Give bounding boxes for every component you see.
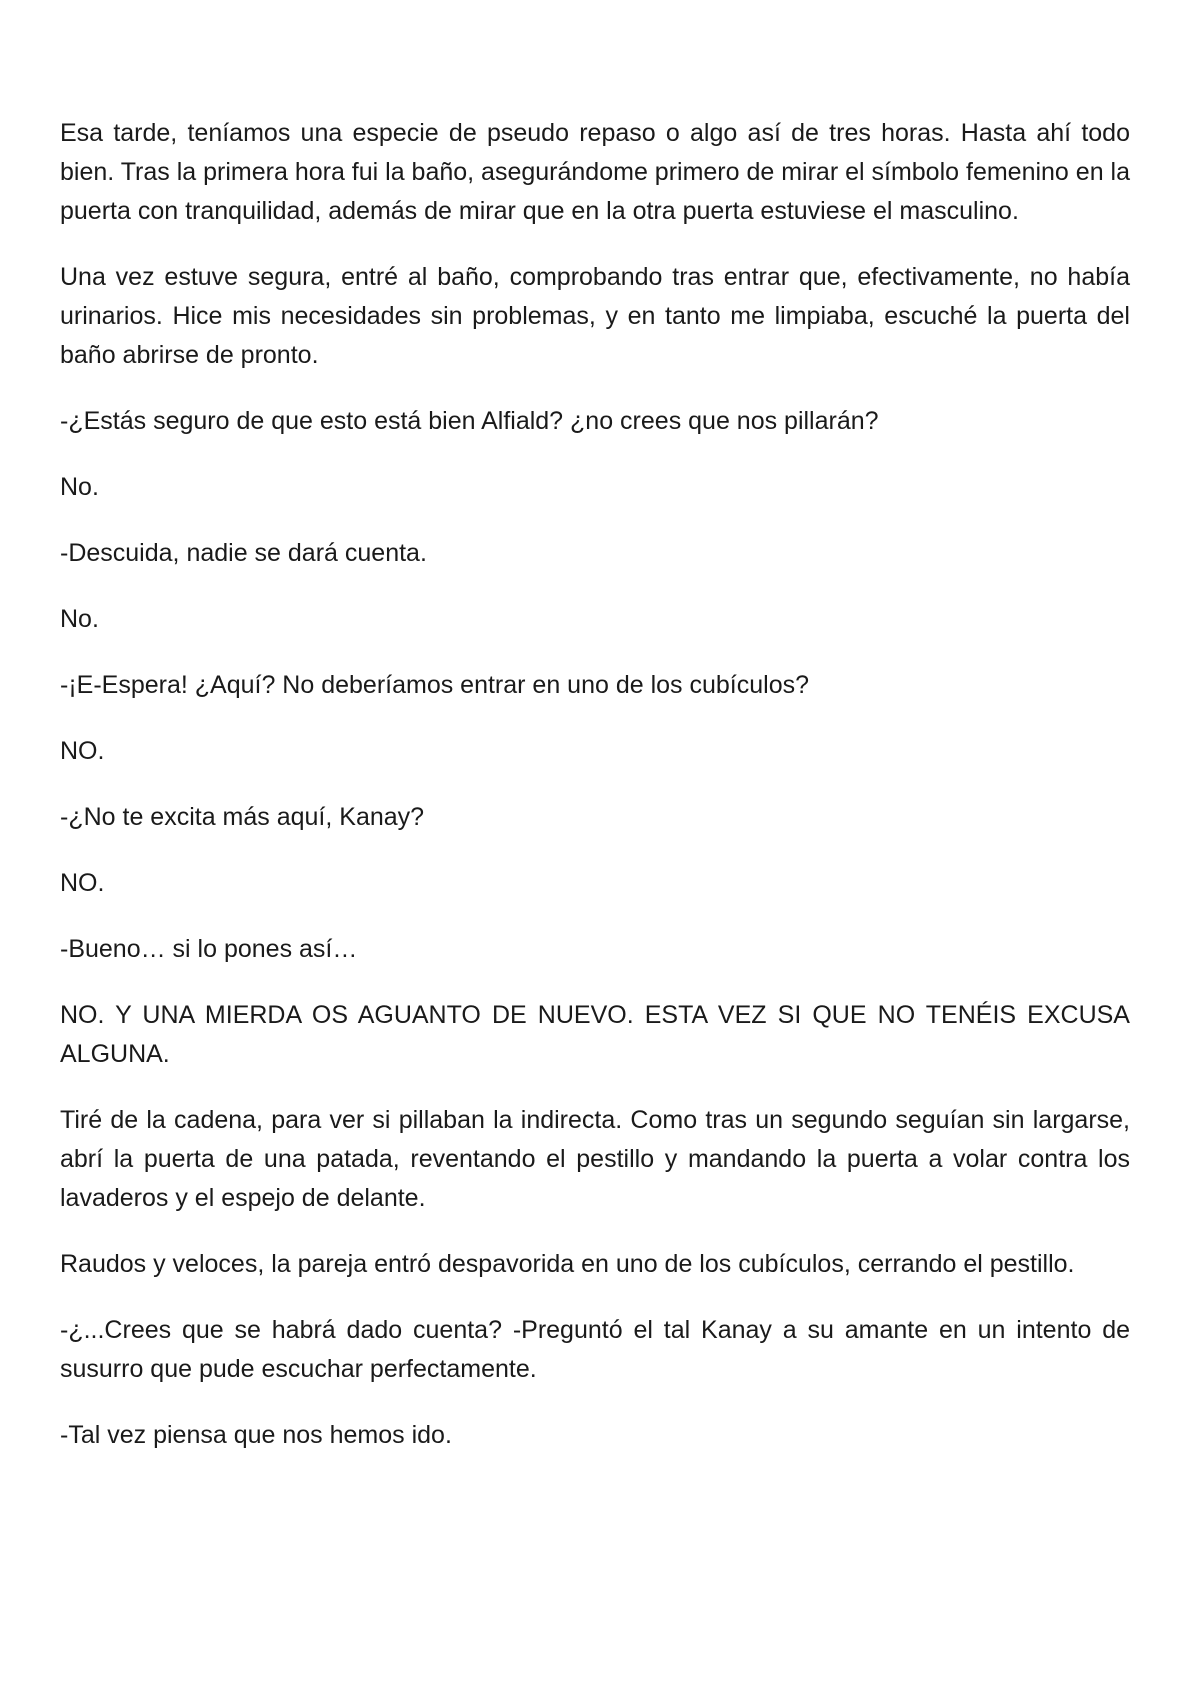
- paragraph-1: Esa tarde, teníamos una especie de pseudo repaso o algo así de tres horas. Hasta ahí todo bien. Tras la primera hora fui la baño, asegurándome primero de mirar el símbolo femenino en la puerta con tranquilidad, además de mirar que en la otra puerta estuviese el masculino.: [60, 119, 1130, 225]
- dialogue-line: -¿No te excita más aquí, Kanay?: [60, 803, 425, 831]
- dialogue-line: No.: [60, 605, 99, 633]
- paragraph-whisper: -¿...Crees que se habrá dado cuenta? -Preguntó el tal Kanay a su amante en un intento de susurro que pude escuchar perfectamente.: [60, 1316, 1130, 1383]
- paragraph-couple: Raudos y veloces, la pareja entró despavorida en uno de los cubículos, cerrando el pestillo.: [60, 1250, 1075, 1278]
- paragraph-shout: NO. Y UNA MIERDA OS AGUANTO DE NUEVO. ESTA VEZ SI QUE NO TENÉIS EXCUSA ALGUNA.: [60, 1001, 1130, 1068]
- dialogue-line: -¿Estás seguro de que esto está bien Alfiald? ¿no crees que nos pillarán?: [60, 407, 879, 435]
- paragraph-chain: Tiré de la cadena, para ver si pillaban la indirecta. Como tras un segundo seguían sin largarse, abrí la puerta de una patada, reventando el pestillo y mandando la puerta a volar contra los lavaderos y el espejo de delante.: [60, 1106, 1130, 1212]
- dialogue-line: -¡E-Espera! ¿Aquí? No deberíamos entrar en uno de los cubículos?: [60, 671, 810, 699]
- paragraph-2: Una vez estuve segura, entré al baño, comprobando tras entrar que, efectivamente, no había urinarios. Hice mis necesidades sin problemas, y en tanto me limpiaba, escuché la puerta del baño abrirse de pronto.: [60, 263, 1130, 369]
- dialogue-line: -Tal vez piensa que nos hemos ido.: [60, 1421, 452, 1449]
- dialogue-line: No.: [60, 473, 99, 501]
- dialogue-line: -Descuida, nadie se dará cuenta.: [60, 539, 427, 567]
- document-page: [60, 114, 1130, 1482]
- dialogue-line: NO.: [60, 737, 105, 765]
- dialogue-line: NO.: [60, 869, 105, 897]
- dialogue-line: -Bueno… si lo pones así…: [60, 935, 358, 963]
